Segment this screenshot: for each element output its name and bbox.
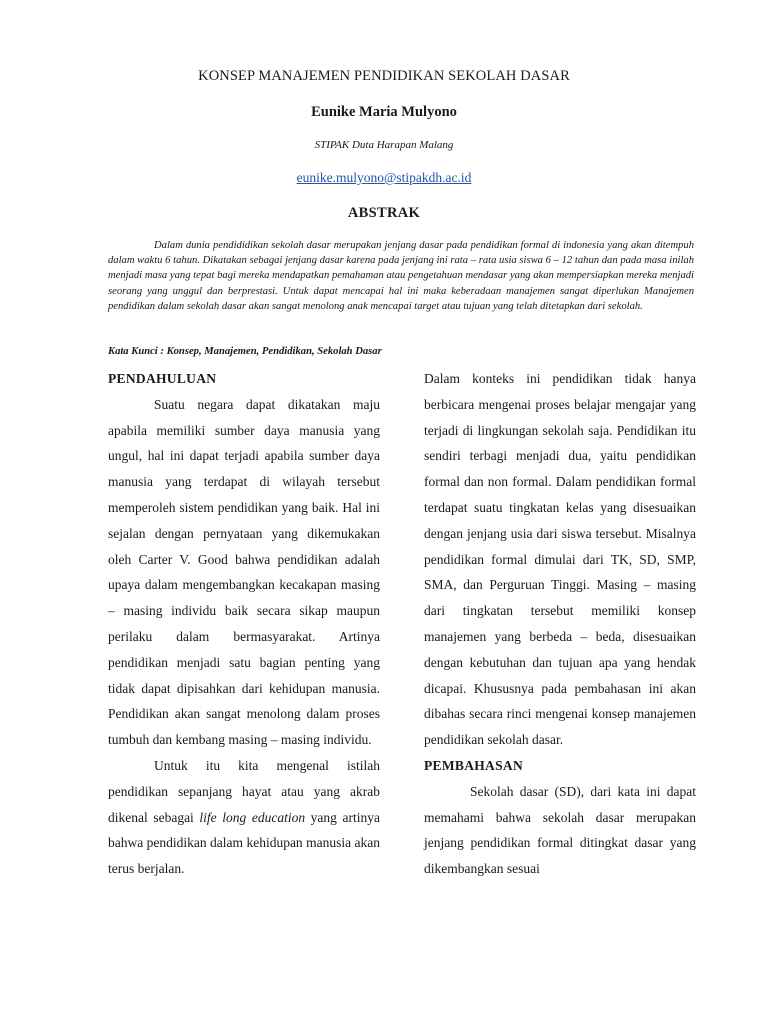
author-name: Eunike Maria Mulyono bbox=[311, 104, 457, 120]
body-paragraph: Dalam konteks ini pendidikan tidak hanya berbicara mengenai proses belajar mengajar yang terjadi di lingkungan sekolah saja. Pendidikan itu sendiri terbagi menjadi dua, yaitu pendidikan formal dan non formal. Dalam pendidikan formal terdapat suatu tingkatan kelas yang disesuaikan dengan jenjang usia dari siswa tersebut. Misalnya pendidikan formal dimulai dari TK, SD, SMP, SMA, dan Perguruan Tinggi. Masing – masing dari tingkatan tersebut memiliki konsep manajemen yang berbeda – beda, disesuaikan dengan kebutuhan dan tujuan apa yang hendak dicapai. Khususnya pada pembahasan ini akan dibahas secara rinci mengenai konsep manajemen pendidikan sekolah dasar. bbox=[424, 371, 696, 748]
author-affiliation: STIPAK Duta Harapan Malang bbox=[314, 139, 454, 151]
italic-term: life long education bbox=[199, 809, 306, 825]
right-column bbox=[424, 366, 696, 882]
abstract-heading: ABSTRAK bbox=[347, 205, 421, 221]
body-paragraph bbox=[108, 753, 380, 882]
section-heading-pembahasan: PEMBAHASAN bbox=[424, 757, 524, 773]
author-email bbox=[0, 170, 768, 186]
paragraph-text: Untuk itu kita mengenal istilah pendidikan sepanjang hayat atau yang akrab dikenal sebagai bbox=[108, 757, 380, 825]
paper-title: KONSEP MANAJEMEN PENDIDIKAN SEKOLAH DASAR bbox=[198, 68, 570, 84]
body-paragraph: Sekolah dasar (SD), dari kata ini dapat memahami bahwa sekolah dasar merupakan jenjang pendidikan formal ditingkat dasar yang dikembangkan sesuai bbox=[424, 783, 696, 877]
section-heading-pendahuluan: PENDAHULUAN bbox=[108, 371, 217, 386]
email-link[interactable]: eunike.mulyono@stipakdh.ac.id bbox=[296, 170, 472, 185]
paragraph-text: yang artinya bahwa pendidikan dalam kehidupan manusia akan terus berjalan. bbox=[108, 809, 380, 877]
keywords: Kata Kunci : Konsep, Manajemen, Pendidikan, Sekolah Dasar bbox=[108, 346, 382, 357]
body-paragraph: Suatu negara dapat dikatakan maju apabila memiliki sumber daya manusia yang ungul, hal ini dapat terjadi apabila sumber daya manusia yang terdapat di wilayah tersebut memperoleh sistem pendidikan yang baik. Hal ini sejalan dengan pernyataan yang dikemukakan oleh Carter V. Good bahwa pendidikan adalah upaya dalam mengembangkan kecakapan masing – masing individu baik secara sikap maupun perilaku dalam bermasyarakat. Artinya pendidikan menjadi satu bagian penting yang tidak dapat dipisahkan dari kehidupan manusia. Pendidikan akan sangat menolong dalam proses tumbuh dan kembang masing – masing individu. bbox=[108, 396, 380, 748]
left-column bbox=[108, 366, 380, 882]
abstract-text: Dalam dunia pendididikan sekolah dasar merupakan jenjang dasar pada pendidikan formal di indonesia yang akan ditempuh dalam waktu 6 tahun. Dikatakan sebagai jenjang dasar karena pada jenjang ini rata – rata usia siswa 6 – 12 tahun dan pada masa inilah menjadi masa yang tepat bagi mereka mendapatkan pemahaman atau pengetahuan mendasar yang akan mempersiapkan mereka menjadi seorang yang unggul dan berprestasi. Untuk dapat mencapai hal ini maka keberadaan manajemen sangat diperlukan Manajemen pendidikan dalam sekolah dasar akan sangat menolong anak mencapai target atau tujuan yang telah ditetapkan dari sekolah. bbox=[108, 240, 694, 312]
